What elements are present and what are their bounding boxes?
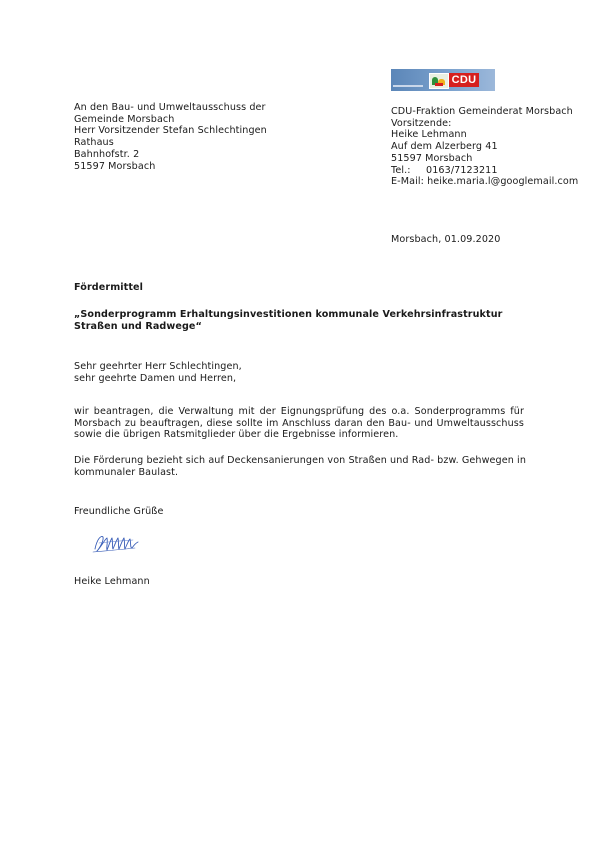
- recipient-line: Bahnhofstr. 2: [74, 148, 140, 160]
- subject-heading: Fördermittel: [74, 282, 144, 293]
- subject-title: „Sonderprogramm Erhaltungsinvestitionen kommunale Verkehrsinfrastruktur Straßen und Radwege“: [74, 309, 503, 332]
- sender-line: Vorsitzende:: [391, 117, 452, 129]
- body-paragraph: wir beantragen, die Verwaltung mit der Eignungsprüfung des o.a. Sonderprogramms für Morsbach zu beauftragen, diese sollte im Anschluss daran den Bau- und Umweltausschuss sowie die übrigen Ratsmitglieder über die Ergebnisse informieren.: [74, 406, 524, 441]
- sender-line: CDU-Fraktion Gemeinderat Morsbach: [391, 106, 573, 117]
- sender-phone: [391, 165, 578, 177]
- email-label: E-Mail:: [391, 176, 424, 188]
- sender-line: Auf dem Alzerberg 41: [391, 141, 498, 153]
- cdu-logo-text: CDU: [449, 73, 479, 87]
- sender-address: [391, 106, 578, 188]
- logo-strip: [393, 85, 423, 87]
- sender-line: 51597 Morsbach: [391, 152, 473, 164]
- recipient-line: Rathaus: [74, 137, 114, 149]
- recipient-line: Gemeinde Morsbach: [74, 113, 175, 125]
- recipient-line: 51597 Morsbach: [74, 160, 156, 172]
- salutation-line: sehr geehrte Damen und Herren,: [74, 372, 237, 384]
- sender-line: Heike Lehmann: [391, 129, 467, 141]
- closing-greeting: Freundliche Grüße: [74, 506, 164, 517]
- letter-date: Morsbach, 01.09.2020: [391, 234, 501, 245]
- phone-value: 0163/7123211: [426, 164, 498, 176]
- cdu-logo: [391, 69, 495, 91]
- body-paragraph: Die Förderung bezieht sich auf Deckensanierungen von Straßen und Rad- bzw. Gehwegen in kommunaler Baulast.: [74, 455, 527, 478]
- phone-label: Tel.:: [391, 164, 411, 176]
- recipient-line: Herr Vorsitzender Stefan Schlechtingen: [74, 125, 267, 137]
- recipient-line: An den Bau- und Umweltausschuss der: [74, 102, 266, 113]
- salutation-line: Sehr geehrter Herr Schlechtingen,: [74, 361, 242, 372]
- signature-name: Heike Lehmann: [74, 576, 150, 587]
- salutation: [74, 361, 242, 384]
- cdu-emblem-icon: [429, 73, 449, 89]
- sender-email: [391, 176, 578, 188]
- email-value: heike.maria.l@googlemail.com: [427, 176, 579, 188]
- recipient-address: [74, 102, 267, 172]
- handwritten-signature: [89, 529, 141, 557]
